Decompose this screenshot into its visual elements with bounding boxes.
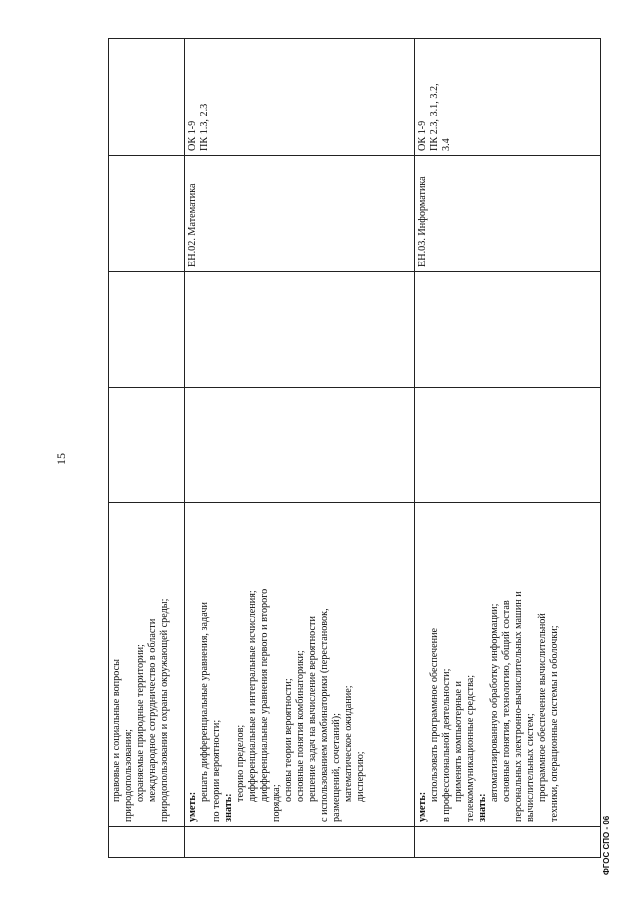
page-number: 15 — [54, 453, 68, 465]
content-line: дифференциальные и интегральные исчисления; — [247, 590, 259, 802]
competencies-cell — [185, 39, 415, 156]
table-row — [185, 39, 415, 858]
content-line: в профессиональной деятельности; — [441, 668, 453, 822]
hours-cell — [109, 272, 185, 388]
competency-line: ОК 1-9 — [417, 120, 428, 151]
footer-mark: ФГОС СПО - 06 — [602, 815, 611, 875]
section-heading: знать: — [477, 793, 489, 822]
content-line: размещений, сочетаний); — [331, 713, 343, 822]
hours-max-cell — [415, 388, 601, 503]
competencies-cell — [415, 39, 601, 156]
content-line: программное обеспечение вычислительной — [537, 613, 549, 802]
content-line: международное сотрудничество в области — [147, 618, 159, 802]
section-heading: знать: — [223, 793, 235, 822]
content-line: использовать программное обеспечение — [429, 627, 441, 802]
table-row — [109, 39, 185, 858]
hours-cell — [415, 272, 601, 388]
content-line: правовые и социальные вопросы — [111, 659, 122, 802]
content-line: с использованием комбинаторики (перестановок, — [319, 608, 331, 822]
content-line: охраняемые природные территории; — [135, 644, 147, 802]
competency-line: ОК 1-9 — [187, 120, 198, 151]
table-row — [415, 39, 601, 858]
content-line: порядка; — [271, 784, 283, 822]
content-cell — [109, 503, 185, 827]
index-cell — [109, 827, 185, 858]
competencies-cell — [109, 39, 185, 156]
section-heading: уметь: — [417, 791, 428, 822]
hours-max-cell — [109, 388, 185, 503]
competencies-text — [417, 43, 453, 151]
content-line: персональных электронно-вычислительных машин и — [513, 591, 525, 822]
content-line: телекоммуникационные средства; — [465, 674, 477, 822]
content-line: автоматизированную обработку информации; — [489, 603, 501, 802]
competency-line: ПК 2.3, 3.1, 3.2, — [429, 83, 441, 151]
competency-line: ПК 1.3, 2.3 — [199, 103, 211, 151]
index-cell — [415, 827, 601, 858]
discipline-cell — [185, 156, 415, 272]
content-line: природопользования; — [123, 729, 135, 822]
content-line: математическое ожидание; — [343, 685, 355, 802]
competency-line: 3.4 — [441, 138, 453, 151]
content-line: теорию пределов; — [235, 724, 247, 802]
discipline-cell — [415, 156, 601, 272]
hours-max-cell — [185, 388, 415, 503]
discipline-name: ЕН.02. Математика — [187, 183, 198, 267]
content-cell — [415, 503, 601, 827]
content-line: по теории вероятности; — [211, 719, 223, 822]
content-line: вычислительных систем; — [525, 713, 537, 822]
content-line: основные понятия, технологию, общий состав — [501, 600, 513, 802]
content-line: техники, операционные системы и оболочки; — [549, 625, 561, 822]
discipline-cell — [109, 156, 185, 272]
discipline-name: ЕН.03. Информатика — [417, 176, 428, 267]
content-line: решение задач на вычисление вероятности — [307, 616, 319, 802]
content-line: дифференциальные уравнения первого и второго — [259, 588, 271, 802]
content-line: применять компьютерные и — [453, 681, 465, 802]
competencies-text — [187, 43, 211, 151]
index-cell — [185, 827, 415, 858]
curriculum-table — [108, 38, 601, 858]
content-line: дисперсию; — [355, 751, 367, 802]
content-cell — [185, 503, 415, 827]
section-heading: уметь: — [187, 791, 198, 822]
content-line: природопользования и охраны окружающей среды; — [159, 598, 171, 822]
content-line: решать дифференциальные уравнения, задачи — [199, 602, 211, 802]
content-line: основы теории вероятности; — [283, 678, 295, 802]
content-line: основные понятия комбинаторики; — [295, 650, 307, 802]
hours-cell — [185, 272, 415, 388]
